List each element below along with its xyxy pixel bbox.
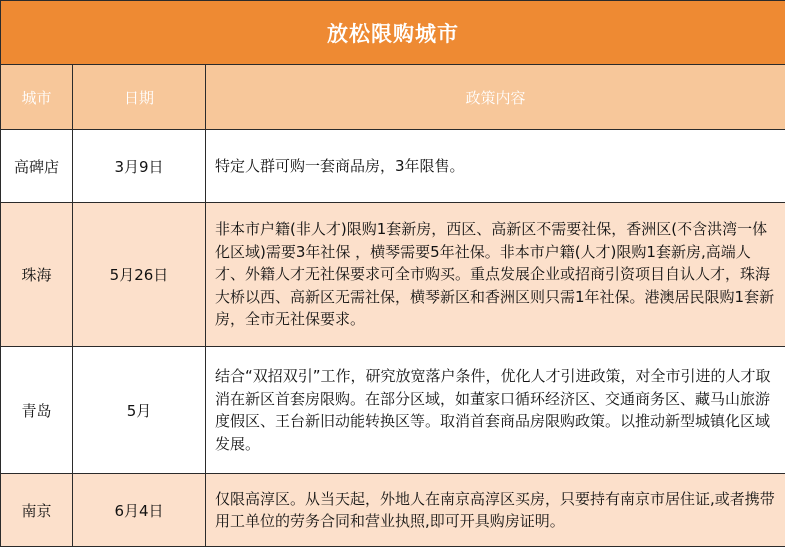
table-row [1,130,785,203]
policy-cell: 仅限高淳区。从当天起，外地人在南京高淳区买房，只要持有南京市居住证,或者携带用工单位的劳务合同和营业执照,即可开具购房证明。 [206,474,785,547]
title-row [1,1,785,65]
policy-cell: 结合“双招双引”工作，研究放宽落户条件，优化人才引进政策，对全市引进的人才取消在新区首套房限购。在部分区域，如董家口循环经济区、交通商务区、藏马山旅游度假区、王台新旧动能转换区等。取消首套商品房限购政策。以推动新型城镇化区域发展。 [206,347,785,474]
date-cell: 6月4日 [73,474,206,547]
date-cell: 5月 [73,347,206,474]
city-cell: 珠海 [1,203,73,347]
table-row [1,347,785,474]
table-row [1,203,785,347]
header-policy: 政策内容 [206,65,785,130]
header-row [1,65,785,130]
table-title: 放松限购城市 [1,1,785,65]
city-cell: 高碑店 [1,130,73,203]
table-row [1,474,785,547]
date-cell: 5月26日 [73,203,206,347]
policy-cell: 非本市户籍(非人才)限购1套新房，西区、高新区不需要社保，香洲区(不含洪湾一体化区域)需要3年社保 ，横琴需要5年社保。非本市户籍(人才)限购1套新房,高端人才、外籍人才无社保要求可全市购买。重点发展企业或招商引资项目自认人才，珠海大桥以西、高新区无需社保，横琴新区和香洲区则只需1年社保。港澳居民限购1套新房，全市无社保要求。 [206,203,785,347]
date-cell: 3月9日 [73,130,206,203]
header-city: 城市 [1,65,73,130]
policy-cell: 特定人群可购一套商品房，3年限售。 [206,130,785,203]
city-cell: 南京 [1,474,73,547]
header-date: 日期 [73,65,206,130]
city-cell: 青岛 [1,347,73,474]
